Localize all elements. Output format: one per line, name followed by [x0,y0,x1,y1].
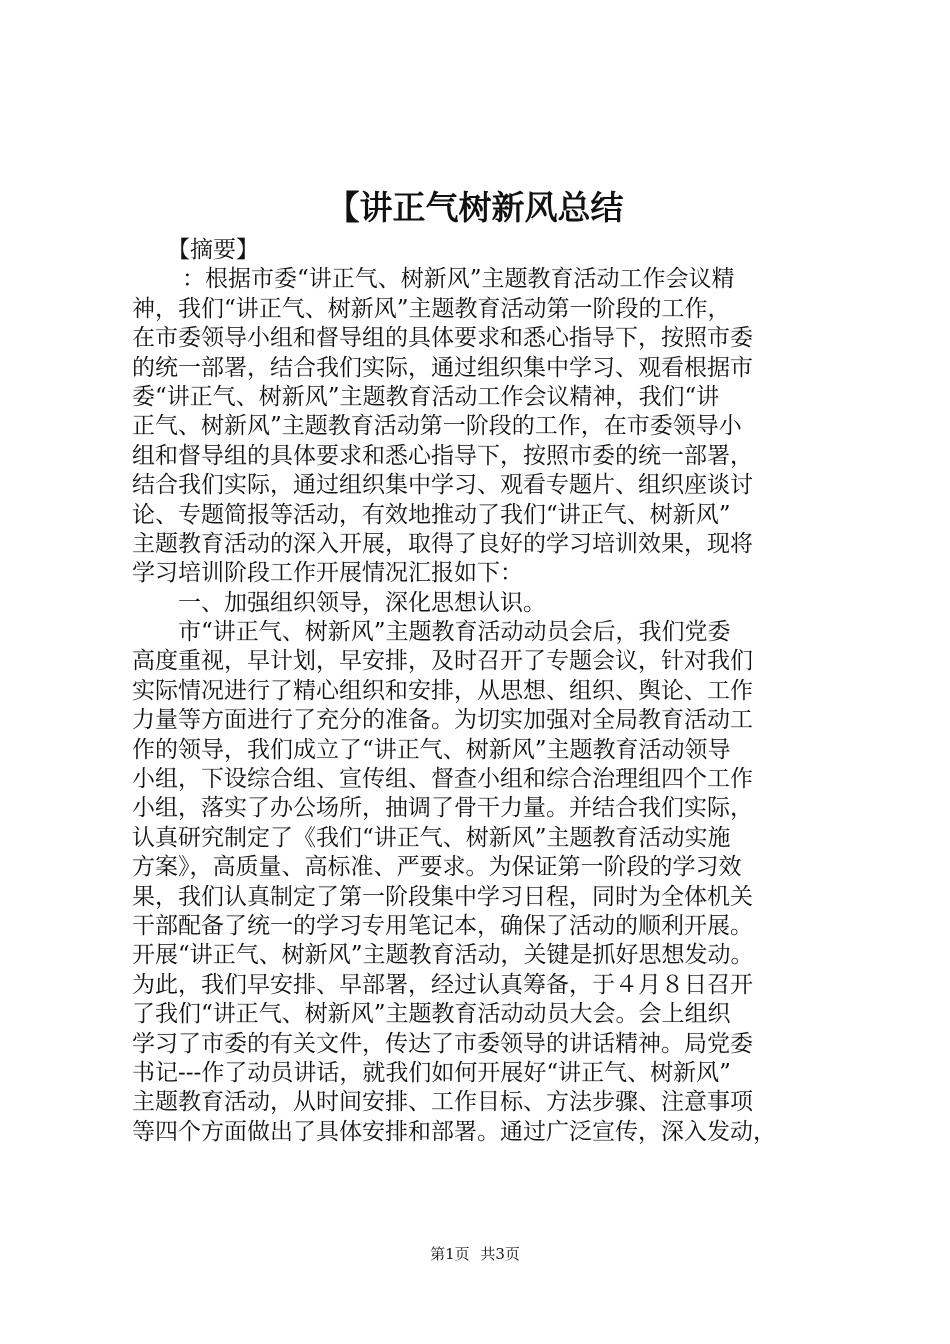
paragraph-line: 等四个方面做出了具体安排和部署。通过广泛宣传，深入发动， [132,1118,776,1145]
paragraph-line: 实际情况进行了精心组织和安排，从思想、组织、舆论、工作 [132,677,753,704]
paragraph-line: 干部配备了统一的学习专用笔记本，确保了活动的顺利开展。 [132,912,753,939]
paragraph-line: 力量等方面进行了充分的准备。为切实加强对全局教育活动工 [132,707,753,734]
document-body [132,236,832,1147]
paragraph-line: 主题教育活动的深入开展，取得了良好的学习培训效果，现将 [132,530,753,557]
paragraph-line: 在市委领导小组和督导组的具体要求和悉心指导下，按照市委 [132,325,753,352]
section-heading: 一、加强组织领导，深化思想认识。 [178,589,546,616]
page-number: 第1页 [430,1245,470,1263]
paragraph-line: 为此，我们早安排、早部署，经过认真筹备，于４月８日召开 [132,971,753,998]
abstract-heading: 【摘要】 [167,237,259,263]
paragraph-line: 论、专题简报等活动，有效地推动了我们“讲正气、树新风” [132,501,731,528]
page-footer [0,1244,950,1264]
paragraph-line: 书记---作了动员讲话，就我们如何开展好“讲正气、树新风” [132,1059,731,1086]
paragraph-line: 小组，下设综合组、宣传组、督查小组和综合治理组四个工作 [132,766,753,793]
paragraph-line: 学习培训阶段工作开展情况汇报如下： [132,560,523,587]
paragraph-line: 的统一部署，结合我们实际，通过组织集中学习、观看根据市 [132,354,753,381]
paragraph-line: ：根据市委“讲正气、树新风”主题教育活动工作会议精 [182,266,735,293]
paragraph-line: 正气、树新风”主题教育活动第一阶段的工作，在市委领导小 [132,413,742,440]
paragraph-line: 学习了市委的有关文件，传达了市委领导的讲话精神。局党委 [132,1030,753,1057]
paragraph-line: 组和督导组的具体要求和悉心指导下，按照市委的统一部署， [132,442,753,469]
paragraph-line: 方案》，高质量、高标准、严要求。为保证第一阶段的学习效 [132,854,742,881]
paragraph-line: 主题教育活动，从时间安排、工作目标、方法步骤、注意事项 [132,1089,753,1116]
page-total: 共3页 [480,1245,520,1263]
paragraph-line: 作的领导，我们成立了“讲正气、树新风”主题教育活动领导 [132,736,731,763]
paragraph-line: 神，我们“讲正气、树新风”主题教育活动第一阶段的工作， [132,295,731,322]
paragraph-line: 认真研究制定了《我们“讲正气、树新风”主题教育活动实施 [132,824,731,851]
paragraph-line: 了我们“讲正气、树新风”主题教育活动动员大会。会上组织 [132,1001,731,1028]
paragraph-line: 高度重视，早计划，早安排，及时召开了专题会议，针对我们 [132,648,753,675]
paragraph-line: 果，我们认真制定了第一阶段集中学习日程，同时为全体机关 [132,883,753,910]
paragraph-line: 结合我们实际，通过组织集中学习、观看专题片、组织座谈讨 [132,472,753,499]
paragraph-line: 委“讲正气、树新风”主题教育活动工作会议精神，我们“讲 [132,383,720,410]
document-title: 【讲正气树新风总结 [326,188,624,227]
paragraph-line: 市“讲正气、树新风”主题教育活动动员会后，我们党委 [178,619,731,646]
paragraph-line: 开展“讲正气、树新风”主题教育活动，关键是抓好思想发动。 [132,942,754,969]
paragraph-line: 小组，落实了办公场所，抽调了骨干力量。并结合我们实际， [132,795,753,822]
